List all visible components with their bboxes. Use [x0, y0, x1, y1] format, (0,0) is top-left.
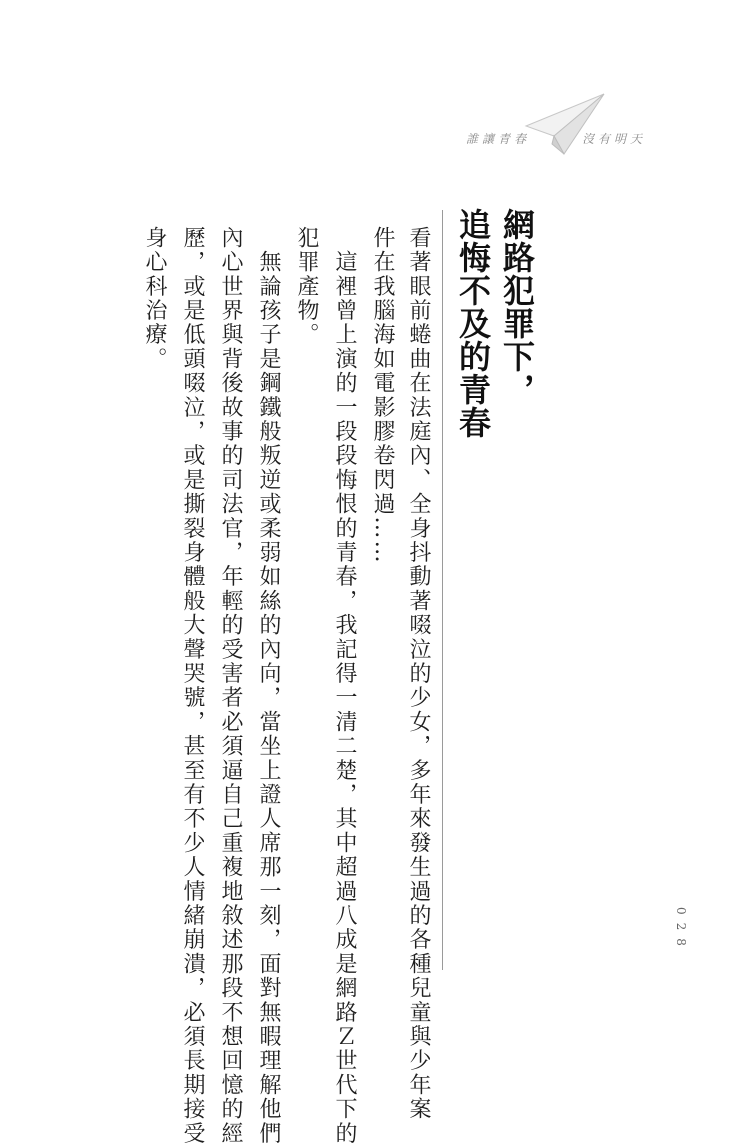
body-column-5: 無論孩子是鋼鐵般叛逆或柔弱如絲的內向，當坐上證人席那一刻，面對無暇理解他們: [256, 226, 281, 1146]
body-column-3: 這裡曾上演的一段段悔恨的青春，我記得一清二楚，其中超過八成是網路Ｚ世代下的: [332, 226, 357, 1146]
chapter-title-line-2: 追悔不及的青春: [454, 208, 492, 439]
body-column-7: 歷，或是低頭啜泣，或是撕裂身體般大聲哭號，甚至有不少人情緒崩潰，必須長期接受: [180, 226, 205, 1146]
body-column-6: 內心世界與背後故事的司法官，年輕的受害者必須逼自己重複地敘述那段不想回憶的經: [218, 226, 243, 1146]
body-column-8: 身心科治療。: [142, 226, 167, 372]
body-column-2: 件在我腦海如電影膠卷閃過……: [370, 226, 395, 565]
paper-plane-icon: [524, 92, 606, 158]
running-header-left: 誰讓青春: [466, 132, 531, 146]
body-column-4: 犯罪產物。: [294, 226, 319, 347]
title-divider: [442, 210, 443, 970]
chapter-title-line-1: 網路犯罪下，: [498, 208, 536, 406]
page-number: 028: [674, 907, 688, 954]
running-header-right: 沒有明天: [582, 132, 647, 146]
body-column-1: 看著眼前蜷曲在法庭內、全身抖動著啜泣的少女，多年來發生過的各種兒童與少年案: [406, 226, 431, 1122]
